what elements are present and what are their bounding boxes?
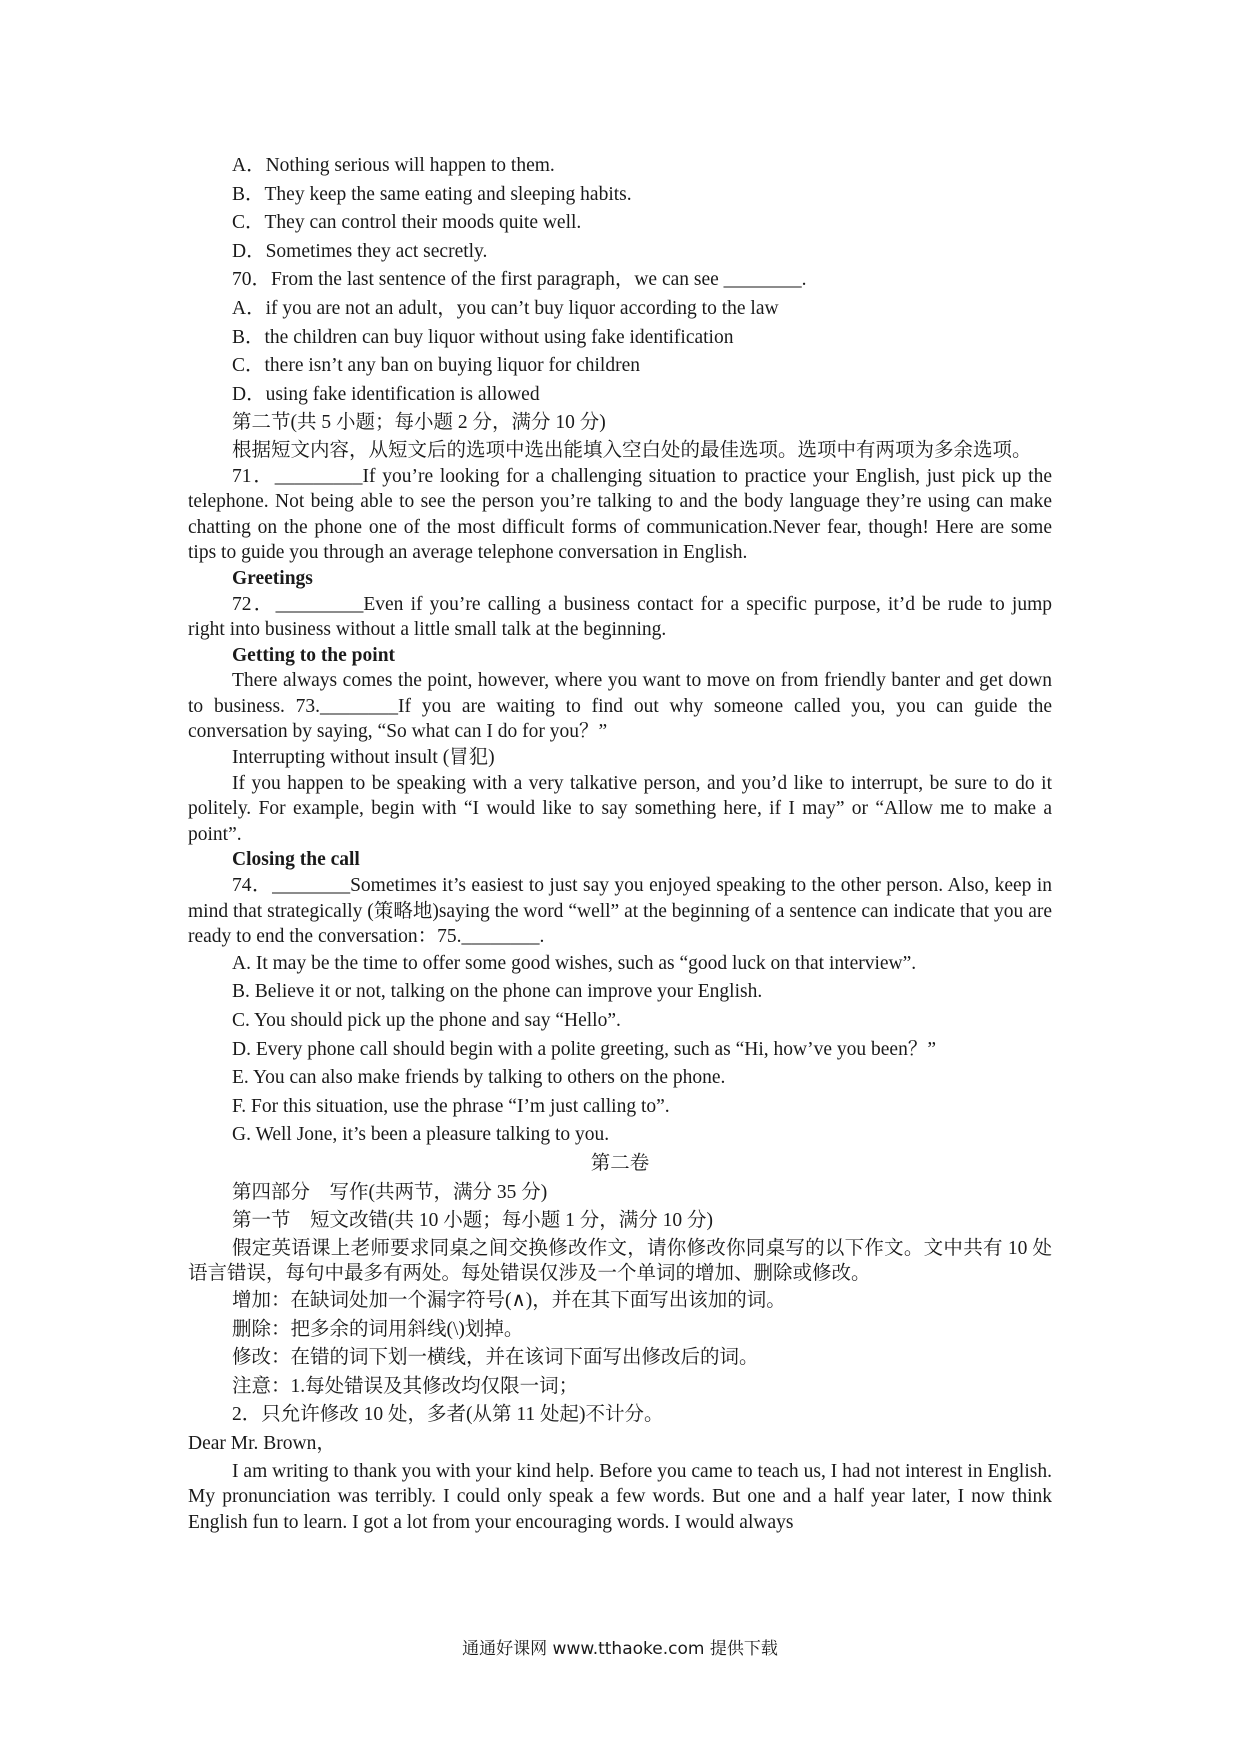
passage-paragraph-71: 71．_________If you’re looking for a challenging situation to practice your English, just pick up the telephone. Not being able to see the person you’re talking to and the body language they’re using can make chatting on the phone one of the most difficult forms of communication.Never fear, though! Here are some tips to guide you through an average telephone conversation in English.	[188, 465, 1052, 564]
q69-option-c: C．They can control their moods quite well.	[232, 212, 582, 234]
answer-options-list	[188, 950, 1052, 1150]
section2-heading: 第二节(共 5 小题；每小题 2 分，满分 10 分)	[232, 412, 606, 434]
passage-paragraph-72: 72．_________Even if you’re calling a business contact for a specific purpose, it’d be rude to jump right into business without a little small talk at the beginning.	[188, 593, 1052, 641]
note-1: 注意：1.每处错误及其修改均仅限一词；	[232, 1375, 579, 1397]
footer-source: 通通好课网 www.tthaoke.com 提供下载	[462, 1639, 778, 1659]
q70-option-c: C．there isn’t any ban on buying liquor for children	[232, 355, 640, 377]
q69-option-d: D．Sometimes they act secretly.	[232, 240, 488, 262]
q69-option-b: B．They keep the same eating and sleeping habits.	[232, 183, 632, 205]
answer-option-d: D. Every phone call should begin with a polite greeting, such as “Hi, how’ve you been？”	[232, 1038, 936, 1060]
answer-option-c: C. You should pick up the phone and say “Hello”.	[232, 1010, 621, 1031]
rule-modify: 修改：在错的词下划一横线，并在该词下面写出修改后的词。	[232, 1347, 759, 1369]
q70-stem: 70．From the last sentence of the first paragraph，we can see ________.	[232, 269, 807, 291]
q70-option-a: A．if you are not an adult，you can’t buy liquor according to the law	[232, 297, 779, 319]
question-70	[188, 266, 1052, 409]
passage-paragraph-73: There always comes the point, however, where you want to move on from friendly banter and get down to business. 73.________If you are waiting to find out why someone called you, you can guide the conversation by saying, “So what can I do for you？”	[188, 670, 1052, 743]
answer-option-a: A. It may be the time to offer some good wishes, such as “good luck on that interview”.	[232, 952, 917, 974]
q69-options	[188, 152, 1052, 266]
volume-2-title: 第二卷	[590, 1152, 650, 1174]
part4-section1-heading: 第一节 短文改错(共 10 小题；每小题 1 分，满分 10 分)	[232, 1210, 713, 1232]
letter-salutation: Dear Mr. Brown，	[188, 1432, 336, 1454]
q70-option-d: D．using fake identification is allowed	[232, 383, 540, 405]
section2-instruction: 根据短文内容，从短文后的选项中选出能填入空白处的最佳选项。选项中有两项为多余选项。	[232, 439, 1032, 461]
heading-getting-to-the-point: Getting to the point	[232, 644, 396, 666]
heading-interrupting: Interrupting without insult (冒犯)	[232, 747, 495, 769]
letter-body: I am writing to thank you with your kind help. Before you came to teach us, I had not interest in English. My pronunciation was terribly. I could only speak a few words. But one and a half year later, I now think English fun to learn. I got a lot from your encouraging words. I would always	[188, 1460, 1052, 1533]
rule-delete: 删除：把多余的词用斜线(\)划掉。	[232, 1318, 524, 1340]
answer-option-b: B. Believe it or not, talking on the phone can improve your English.	[232, 981, 763, 1003]
q69-option-a: A．Nothing serious will happen to them.	[232, 155, 555, 176]
part4-heading: 第四部分 写作(共两节，满分 35 分)	[232, 1181, 548, 1203]
q70-option-b: B．the children can buy liquor without using fake identification	[232, 326, 734, 348]
document-body	[188, 152, 1052, 1535]
answer-option-e: E. You can also make friends by talking to others on the phone.	[232, 1067, 726, 1089]
part4-instruction: 假定英语课上老师要求同桌之间交换修改作文，请你修改你同桌写的以下作文。文中共有 10 处语言错误，每句中最多有两处。每处错误仅涉及一个单词的增加、删除或修改。	[188, 1237, 1052, 1285]
answer-option-f: F. For this situation, use the phrase “I’m just calling to”.	[232, 1095, 670, 1117]
heading-closing-the-call: Closing the call	[232, 849, 360, 871]
note-2: 2．只允许修改 10 处，多者(从第 11 处起)不计分。	[232, 1404, 664, 1426]
passage-paragraph-74: 74．________Sometimes it’s easiest to just say you enjoyed speaking to the other person. Also, keep in mind that strategically (策略地)saying the word “well” at the beginning of a sentence can indicate that you are ready to end the conversation：75.________.	[188, 875, 1052, 948]
passage-paragraph-interrupt: If you happen to be speaking with a very talkative person, and you’d like to interrupt, be sure to do it politely. For example, begin with “I would like to say something here, if I may” or “Allow me to make a point”.	[188, 772, 1052, 845]
heading-greetings: Greetings	[232, 567, 313, 589]
rule-add: 增加：在缺词处加一个漏字符号(∧)，并在其下面写出该加的词。	[232, 1289, 786, 1311]
answer-option-g: G. Well Jone, it’s been a pleasure talking to you.	[232, 1124, 610, 1146]
